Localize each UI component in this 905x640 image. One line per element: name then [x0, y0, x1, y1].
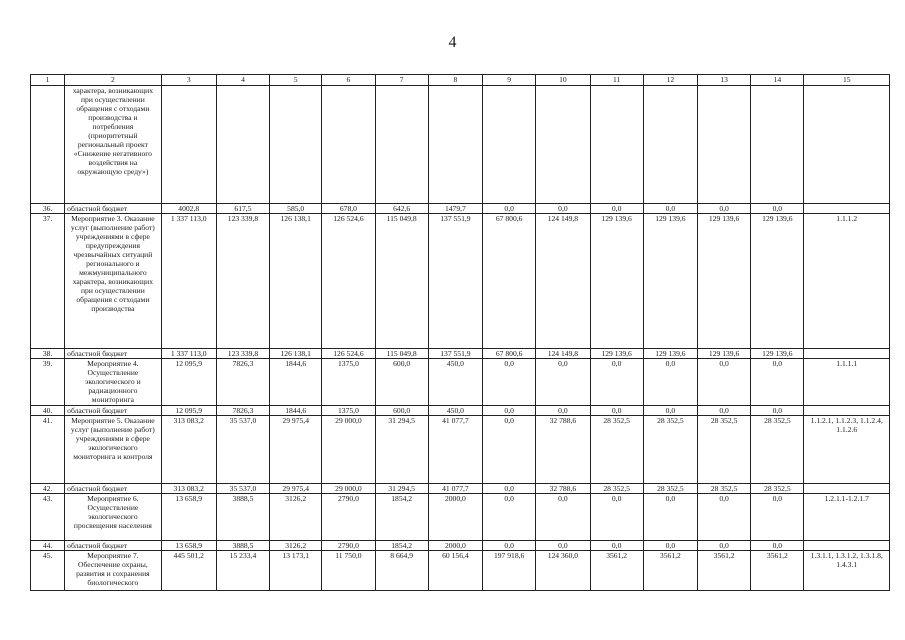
- value-cell-col-12: 0,0: [643, 359, 697, 406]
- value-cell-col-9: 0,0: [483, 541, 536, 551]
- value-cell-col-6: 2790,0: [322, 541, 375, 551]
- table-row: [31, 494, 890, 541]
- value-cell-col-8: 41 077,7: [428, 484, 482, 494]
- column-header-15: 15: [804, 75, 890, 86]
- value-cell-col-6: 11 750,0: [322, 551, 375, 591]
- value-cell-col-14: 0,0: [751, 541, 804, 551]
- row-number: 44.: [31, 541, 65, 551]
- row-description: Мероприятие 5. Оказание услуг (выполнение работ) учреждениями в сфере экологического мониторинга и контроля: [65, 416, 161, 484]
- indicator-code: [804, 406, 890, 416]
- column-header-1: 1: [31, 75, 65, 86]
- indicator-code: [804, 349, 890, 359]
- value-cell-col-13: 28 352,5: [698, 416, 751, 484]
- row-description: областной бюджет: [65, 541, 161, 551]
- value-cell-col-13: 0,0: [698, 204, 751, 214]
- value-cell-col-6: 29 000,0: [322, 416, 375, 484]
- page-number: 4: [448, 34, 457, 51]
- value-cell-col-10: 0,0: [536, 359, 590, 406]
- value-cell-col-6: 1375,0: [322, 359, 375, 406]
- value-cell-col-6: 126 524,6: [322, 349, 375, 359]
- value-cell-col-14: 0,0: [751, 204, 804, 214]
- table-body: [31, 75, 890, 591]
- value-cell-col-9: 67 800,6: [483, 214, 536, 349]
- column-header-5: 5: [270, 75, 322, 86]
- value-cell-col-6: 29 000,0: [322, 484, 375, 494]
- value-cell-col-8: 450,0: [428, 359, 482, 406]
- column-header-12: 12: [643, 75, 697, 86]
- table-row: [31, 359, 890, 406]
- value-cell-col-3: 4002,8: [161, 204, 216, 214]
- column-header-10: 10: [536, 75, 590, 86]
- value-cell-col-12: 0,0: [643, 494, 697, 541]
- indicator-code: 1.1.1.1: [804, 359, 890, 406]
- value-cell-col-11: 129 139,6: [590, 349, 643, 359]
- value-cell-col-10: 0,0: [536, 204, 590, 214]
- value-cell-col-5: 3126,2: [270, 494, 322, 541]
- value-cell-col-14: 0,0: [751, 494, 804, 541]
- value-cell-col-5: 585,0: [270, 204, 322, 214]
- value-cell-col-11: 0,0: [590, 204, 643, 214]
- value-cell-col-10: [536, 86, 590, 204]
- value-cell-col-14: 129 139,6: [751, 349, 804, 359]
- value-cell-col-5: [270, 86, 322, 204]
- value-cell-col-14: 28 352,5: [751, 484, 804, 494]
- value-cell-col-14: 28 352,5: [751, 416, 804, 484]
- value-cell-col-14: 0,0: [751, 359, 804, 406]
- value-cell-col-13: 0,0: [698, 541, 751, 551]
- value-cell-col-8: 2000,0: [428, 494, 482, 541]
- value-cell-col-11: 0,0: [590, 359, 643, 406]
- value-cell-col-7: 642,6: [375, 204, 428, 214]
- value-cell-col-11: 129 139,6: [590, 214, 643, 349]
- value-cell-col-11: 0,0: [590, 494, 643, 541]
- row-number: [31, 86, 65, 204]
- value-cell-col-12: 28 352,5: [643, 484, 697, 494]
- value-cell-col-8: 137 551,9: [428, 214, 482, 349]
- value-cell-col-8: 41 077,7: [428, 416, 482, 484]
- value-cell-col-7: 31 294,5: [375, 416, 428, 484]
- value-cell-col-4: 3888,5: [216, 541, 269, 551]
- value-cell-col-10: 124 149,8: [536, 214, 590, 349]
- value-cell-col-7: 600,0: [375, 406, 428, 416]
- row-number: 37.: [31, 214, 65, 349]
- value-cell-col-7: 8 664,9: [375, 551, 428, 591]
- value-cell-col-7: 1854,2: [375, 494, 428, 541]
- value-cell-col-12: 0,0: [643, 406, 697, 416]
- value-cell-col-10: 124 149,8: [536, 349, 590, 359]
- value-cell-col-14: 0,0: [751, 406, 804, 416]
- row-description: характера, возникающих при осуществлении обращения с отходами производства и потребления (приоритетный региональный проект «Снижение негативного воздействия на окружающую среду»): [65, 86, 161, 204]
- value-cell-col-4: [216, 86, 269, 204]
- value-cell-col-13: 0,0: [698, 359, 751, 406]
- value-cell-col-9: 0,0: [483, 406, 536, 416]
- value-cell-col-7: 1854,2: [375, 541, 428, 551]
- value-cell-col-11: 28 352,5: [590, 484, 643, 494]
- value-cell-col-9: 197 918,6: [483, 551, 536, 591]
- value-cell-col-8: 137 551,9: [428, 349, 482, 359]
- value-cell-col-11: 0,0: [590, 406, 643, 416]
- value-cell-col-8: 450,0: [428, 406, 482, 416]
- value-cell-col-14: 129 139,6: [751, 214, 804, 349]
- value-cell-col-7: 31 294,5: [375, 484, 428, 494]
- row-number: 39.: [31, 359, 65, 406]
- row-description: Мероприятие 4. Осуществление экологического и радиационного мониторинга: [65, 359, 161, 406]
- value-cell-col-12: 28 352,5: [643, 416, 697, 484]
- column-header-4: 4: [216, 75, 269, 86]
- column-header-8: 8: [428, 75, 482, 86]
- value-cell-col-3: 13 658,9: [161, 541, 216, 551]
- column-header-11: 11: [590, 75, 643, 86]
- column-header-2: 2: [65, 75, 161, 86]
- column-header-3: 3: [161, 75, 216, 86]
- value-cell-col-9: 0,0: [483, 416, 536, 484]
- value-cell-col-13: 3561,2: [698, 551, 751, 591]
- indicator-code: 1.1.1.2: [804, 214, 890, 349]
- value-cell-col-7: 600,0: [375, 359, 428, 406]
- value-cell-col-5: 1844,6: [270, 406, 322, 416]
- value-cell-col-12: 129 139,6: [643, 214, 697, 349]
- value-cell-col-4: 15 233,4: [216, 551, 269, 591]
- value-cell-col-8: 2000,0: [428, 541, 482, 551]
- value-cell-col-4: 7826,3: [216, 359, 269, 406]
- value-cell-col-5: 13 173,1: [270, 551, 322, 591]
- value-cell-col-13: 0,0: [698, 494, 751, 541]
- indicator-code: [804, 86, 890, 204]
- table-row: [31, 416, 890, 484]
- value-cell-col-5: 29 975,4: [270, 416, 322, 484]
- value-cell-col-14: [751, 86, 804, 204]
- table-row: [31, 551, 890, 591]
- header-row: [31, 75, 890, 86]
- table-row: [31, 349, 890, 359]
- value-cell-col-12: [643, 86, 697, 204]
- value-cell-col-10: 124 360,0: [536, 551, 590, 591]
- value-cell-col-13: 129 139,6: [698, 214, 751, 349]
- value-cell-col-6: 678,0: [322, 204, 375, 214]
- value-cell-col-5: 126 138,1: [270, 349, 322, 359]
- value-cell-col-9: 67 800,6: [483, 349, 536, 359]
- value-cell-col-13: 0,0: [698, 406, 751, 416]
- value-cell-col-8: 1479,7: [428, 204, 482, 214]
- indicator-code: 1.2.1.1-1.2.1.7: [804, 494, 890, 541]
- value-cell-col-14: 3561,2: [751, 551, 804, 591]
- row-description: Мероприятие 7. Обеспечение охраны, развития и сохранения биологического: [65, 551, 161, 591]
- value-cell-col-12: 3561,2: [643, 551, 697, 591]
- row-description: областной бюджет: [65, 204, 161, 214]
- indicator-code: [804, 541, 890, 551]
- table-row: [31, 406, 890, 416]
- value-cell-col-9: 0,0: [483, 204, 536, 214]
- value-cell-col-5: 126 138,1: [270, 214, 322, 349]
- column-header-13: 13: [698, 75, 751, 86]
- value-cell-col-9: [483, 86, 536, 204]
- row-number: 36.: [31, 204, 65, 214]
- value-cell-col-7: [375, 86, 428, 204]
- value-cell-col-12: 129 139,6: [643, 349, 697, 359]
- value-cell-col-6: 1375,0: [322, 406, 375, 416]
- row-number: 38.: [31, 349, 65, 359]
- value-cell-col-3: [161, 86, 216, 204]
- value-cell-col-3: 12 095,9: [161, 406, 216, 416]
- value-cell-col-9: 0,0: [483, 359, 536, 406]
- value-cell-col-3: 445 501,2: [161, 551, 216, 591]
- row-number: 45.: [31, 551, 65, 591]
- value-cell-col-6: [322, 86, 375, 204]
- indicator-code: [804, 204, 890, 214]
- value-cell-col-3: 13 658,9: [161, 494, 216, 541]
- table-row: [31, 484, 890, 494]
- value-cell-col-4: 123 339,8: [216, 349, 269, 359]
- value-cell-col-11: 0,0: [590, 541, 643, 551]
- indicator-code: 1.3.1.1, 1.3.1.2, 1.3.1.8, 1.4.3.1: [804, 551, 890, 591]
- value-cell-col-4: 35 537,0: [216, 484, 269, 494]
- value-cell-col-6: 126 524,6: [322, 214, 375, 349]
- value-cell-col-3: 1 337 113,0: [161, 214, 216, 349]
- column-header-6: 6: [322, 75, 375, 86]
- value-cell-col-5: 29 975,4: [270, 484, 322, 494]
- value-cell-col-8: [428, 86, 482, 204]
- table-row: [31, 214, 890, 349]
- value-cell-col-3: 12 095,9: [161, 359, 216, 406]
- value-cell-col-9: 0,0: [483, 494, 536, 541]
- column-header-9: 9: [483, 75, 536, 86]
- value-cell-col-13: 129 139,6: [698, 349, 751, 359]
- table-row: [31, 204, 890, 214]
- table-row: [31, 86, 890, 204]
- row-number: 40.: [31, 406, 65, 416]
- value-cell-col-11: 3561,2: [590, 551, 643, 591]
- value-cell-col-7: 115 049,8: [375, 349, 428, 359]
- row-description: областной бюджет: [65, 349, 161, 359]
- value-cell-col-8: 60 156,4: [428, 551, 482, 591]
- row-description: Мероприятие 6. Осуществление экологического просвещения населения: [65, 494, 161, 541]
- column-header-7: 7: [375, 75, 428, 86]
- value-cell-col-10: 0,0: [536, 494, 590, 541]
- row-number: 42.: [31, 484, 65, 494]
- value-cell-col-10: 32 788,6: [536, 484, 590, 494]
- value-cell-col-5: 1844,6: [270, 359, 322, 406]
- column-header-14: 14: [751, 75, 804, 86]
- row-number: 43.: [31, 494, 65, 541]
- indicator-code: [804, 484, 890, 494]
- value-cell-col-13: 28 352,5: [698, 484, 751, 494]
- value-cell-col-4: 123 339,8: [216, 214, 269, 349]
- value-cell-col-12: 0,0: [643, 204, 697, 214]
- value-cell-col-11: [590, 86, 643, 204]
- value-cell-col-10: 32 788,6: [536, 416, 590, 484]
- indicator-code: 1.1.2.1, 1.1.2.3, 1.1.2.4, 1.1.2.6: [804, 416, 890, 484]
- row-number: 41.: [31, 416, 65, 484]
- value-cell-col-4: 617,5: [216, 204, 269, 214]
- value-cell-col-3: 313 083,2: [161, 484, 216, 494]
- table-row: [31, 541, 890, 551]
- value-cell-col-12: 0,0: [643, 541, 697, 551]
- value-cell-col-4: 3888,5: [216, 494, 269, 541]
- value-cell-col-3: 313 083,2: [161, 416, 216, 484]
- row-description: областной бюджет: [65, 406, 161, 416]
- value-cell-col-13: [698, 86, 751, 204]
- value-cell-col-4: 7826,3: [216, 406, 269, 416]
- value-cell-col-9: 0,0: [483, 484, 536, 494]
- value-cell-col-3: 1 337 113,0: [161, 349, 216, 359]
- value-cell-col-10: 0,0: [536, 541, 590, 551]
- budget-table: [30, 74, 890, 591]
- value-cell-col-7: 115 049,8: [375, 214, 428, 349]
- value-cell-col-5: 3126,2: [270, 541, 322, 551]
- value-cell-col-11: 28 352,5: [590, 416, 643, 484]
- value-cell-col-6: 2790,0: [322, 494, 375, 541]
- row-description: Мероприятие 3. Оказание услуг (выполнение работ) учреждениями в сфере предупреждения чрезвычайных ситуаций регионального и межмуниципального характера, возникающих при осуществлении обращения с отходами производства: [65, 214, 161, 349]
- value-cell-col-10: 0,0: [536, 406, 590, 416]
- row-description: областной бюджет: [65, 484, 161, 494]
- value-cell-col-4: 35 537,0: [216, 416, 269, 484]
